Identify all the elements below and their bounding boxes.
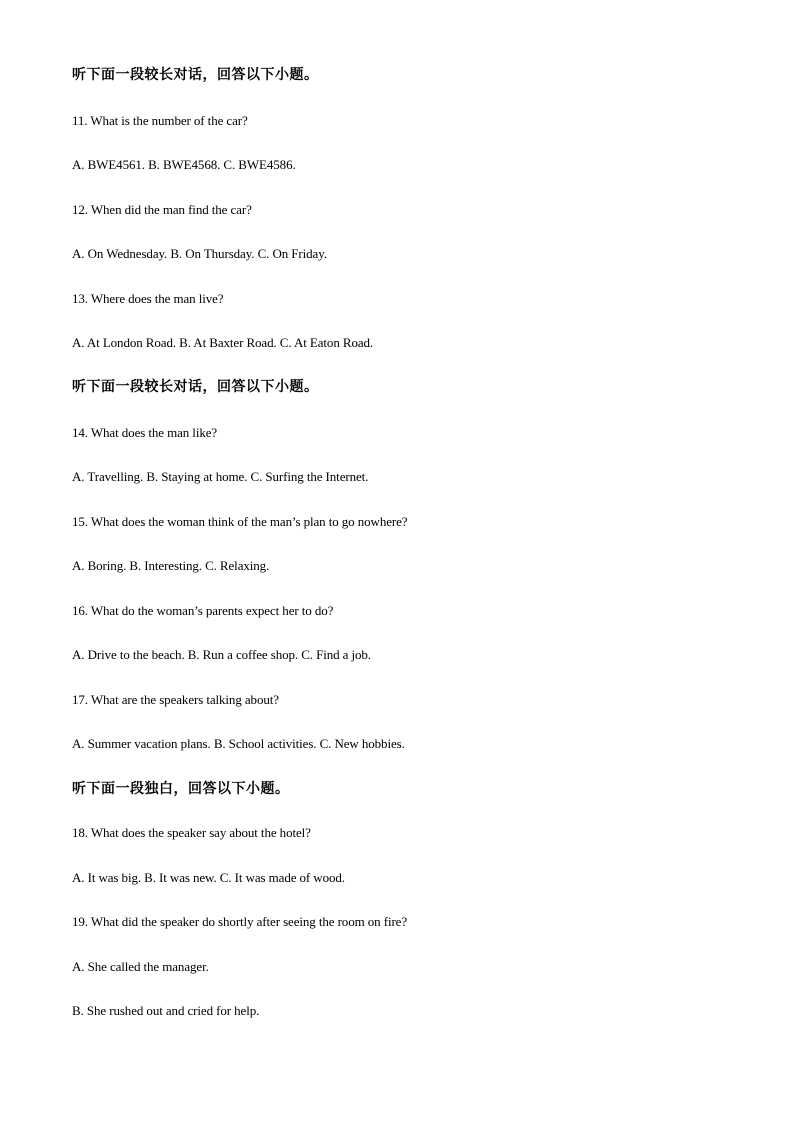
answer-options: A. Drive to the beach. B. Run a coffee shop. C. Find a job. [72,647,371,662]
answer-options: A. At London Road. B. At Baxter Road. C. At Eaton Road. [72,335,374,350]
question-text: 12. When did the man find the car? [72,202,252,217]
question-text: 17. What are the speakers talking about? [72,692,279,707]
section-heading: 听下面一段独白，回答以下小题。 [72,781,290,797]
question-text: 16. What do the woman’s parents expect her to do? [72,603,334,618]
section-heading: 听下面一段较长对话，回答以下小题。 [72,379,319,395]
question-text: 15. What does the woman think of the man’s plan to go nowhere? [72,514,408,529]
question-text: 13. Where does the man live? [72,291,224,306]
answer-option: A. She called the manager. [72,959,209,974]
section-heading: 听下面一段较长对话，回答以下小题。 [72,67,319,83]
answer-option: B. She rushed out and cried for help. [72,1003,260,1018]
answer-options: A. BWE4561. B. BWE4568. C. BWE4586. [72,157,296,172]
answer-options: A. It was big. B. It was new. C. It was made of wood. [72,870,345,885]
answer-options: A. Travelling. B. Staying at home. C. Surfing the Internet. [72,469,369,484]
question-text: 19. What did the speaker do shortly after seeing the room on fire? [72,914,408,929]
answer-options: A. Boring. B. Interesting. C. Relaxing. [72,558,270,573]
answer-options: A. Summer vacation plans. B. School activities. C. New hobbies. [72,736,405,751]
question-text: 18. What does the speaker say about the hotel? [72,825,311,840]
question-text: 11. What is the number of the car? [72,113,248,128]
answer-options: A. On Wednesday. B. On Thursday. C. On Friday. [72,246,327,261]
question-text: 14. What does the man like? [72,425,218,440]
